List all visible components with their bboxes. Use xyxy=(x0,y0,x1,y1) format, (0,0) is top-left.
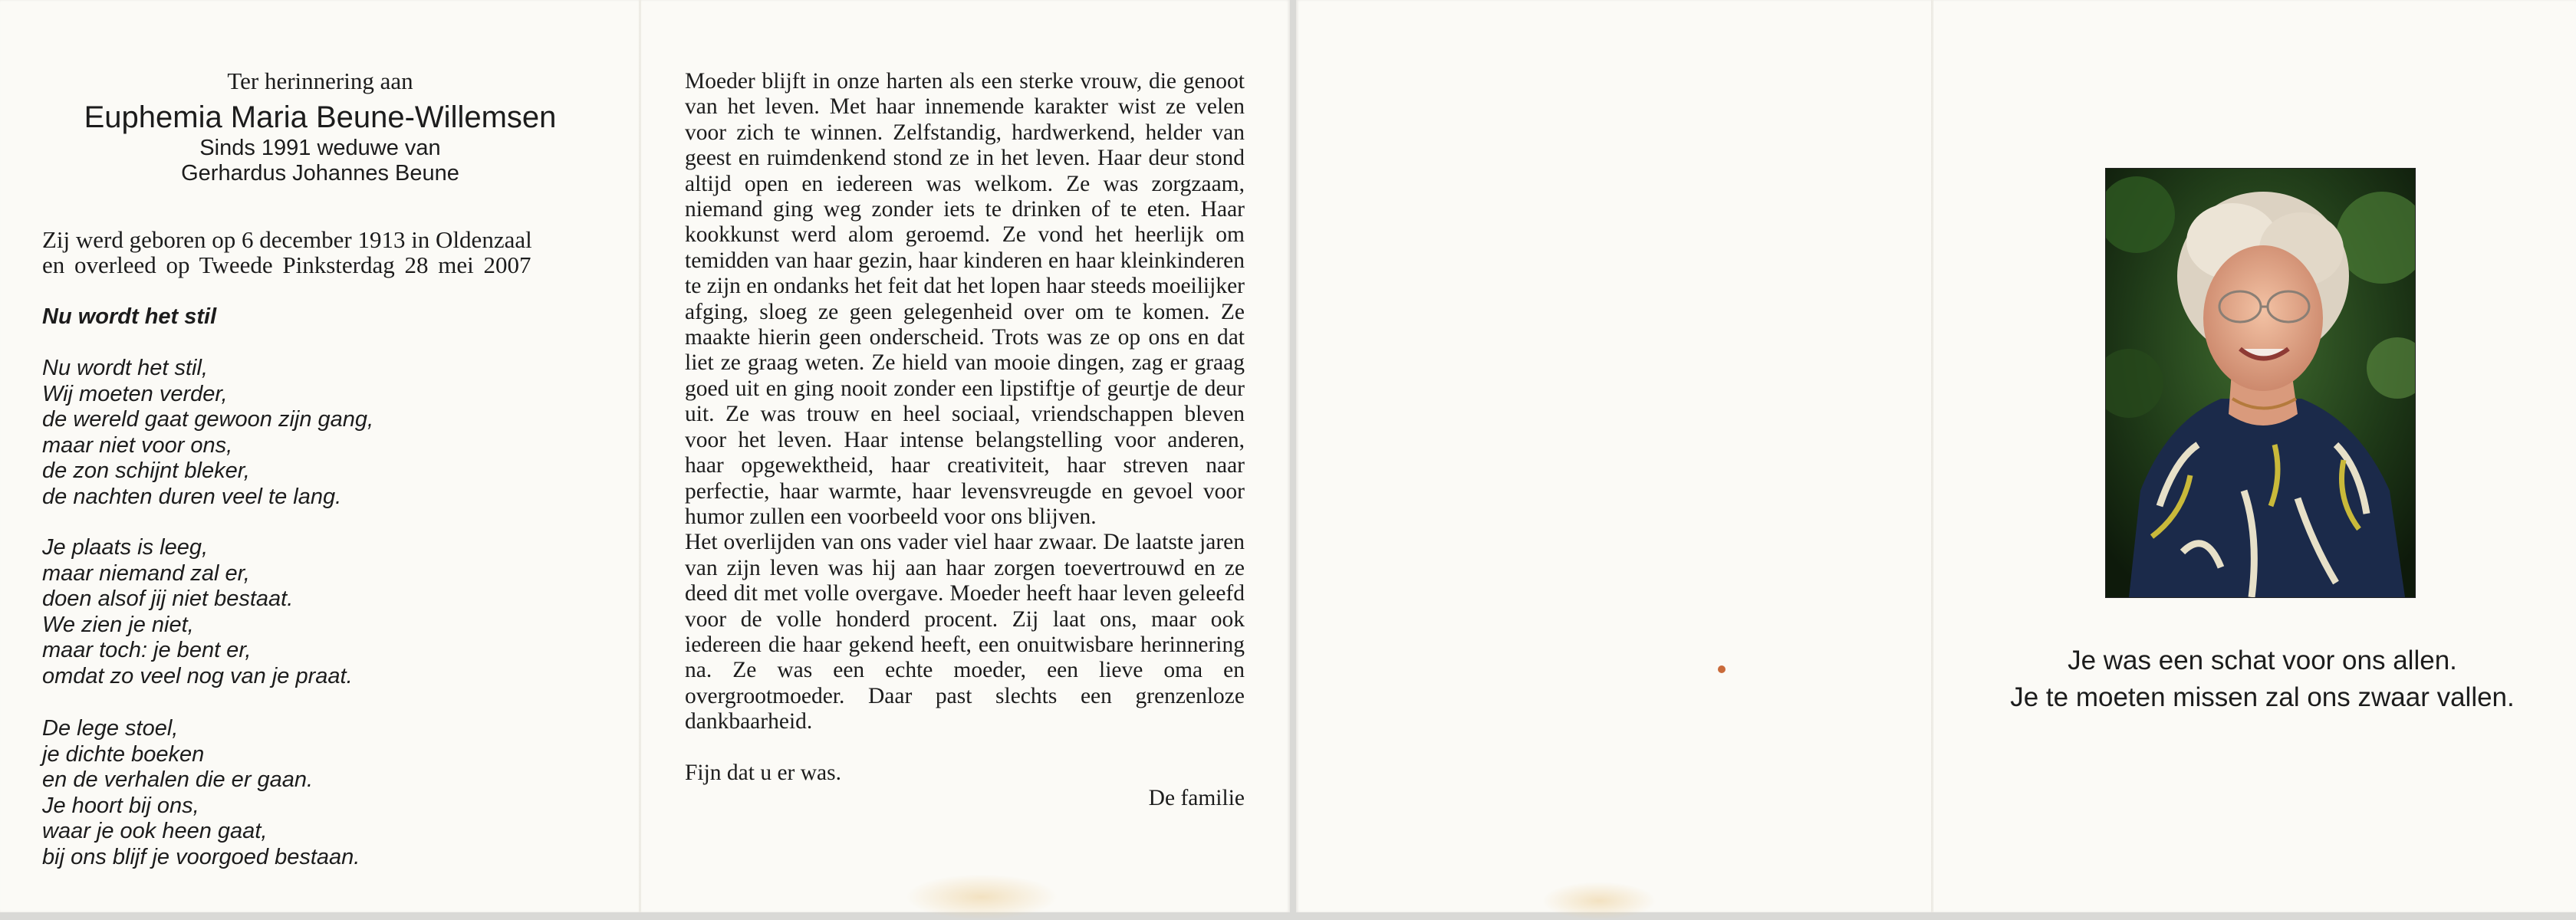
signature: De familie xyxy=(1148,785,1245,810)
poem-line: bij ons blijf je voorgoed bestaan. xyxy=(42,844,360,869)
widow-line: Sinds 1991 weduwe van xyxy=(199,136,441,160)
portrait-illustration xyxy=(2106,169,2415,597)
poem-line: doen alsof jij niet bestaat. xyxy=(42,586,294,611)
poem-line: Wij moeten verder, xyxy=(42,381,228,406)
life-dates xyxy=(42,227,602,278)
poem-stanza-2 xyxy=(42,535,353,689)
portrait-photo xyxy=(2105,168,2416,598)
paper-stain xyxy=(905,874,1058,920)
poem-line: de nachten duren veel te lang. xyxy=(42,484,342,509)
card-fold-left xyxy=(639,0,641,912)
paper-stain xyxy=(1541,882,1656,920)
biography-text xyxy=(685,69,1245,811)
poem-line: en de verhalen die er gaan. xyxy=(42,767,314,792)
biography-paragraph-2: Het overlijden van ons vader viel haar zwaar. De laatste jaren van zijn leven was hij aan haar zorgen toevertrouwd en ze deed dit met volle overgave. Moeder heeft haar leven geleefd voor de volle honderd procent. Zij laat ons, maar ook iedereen die haar gekend heeft, een onuitwisbare herinnering na. Ze was een echte moeder, een lieve oma en overgrootmoeder. Daar past slechts een grenzenloze dankbaarheid. xyxy=(685,530,1245,734)
closing-line-2: Je te moeten missen zal ons zwaar vallen. xyxy=(2010,682,2515,712)
poem-line: de wereld gaat gewoon zijn gang, xyxy=(42,407,374,432)
thanks-line: Fijn dat u er was. xyxy=(685,760,842,785)
poem-stanza-3 xyxy=(42,716,360,870)
poem-line: maar niemand zal er, xyxy=(42,560,250,586)
deceased-name: Euphemia Maria Beune-Willemsen xyxy=(84,100,557,134)
dedication-header xyxy=(42,66,598,186)
poem-line: We zien je niet, xyxy=(42,612,194,637)
spouse-name: Gerhardus Johannes Beune xyxy=(181,161,459,186)
poem-line: omdat zo veel nog van je praat. xyxy=(42,663,353,688)
poem-line: maar niet voor ons, xyxy=(42,432,233,458)
poem-line: De lege stoel, xyxy=(42,716,179,741)
closing-message xyxy=(1963,642,2561,716)
closing-line-1: Je was een schat voor ons allen. xyxy=(2068,646,2457,675)
biography-paragraph-1: Moeder blijft in onze harten als een sterke vrouw, die genoot van het leven. Met haar innemende karakter wist ze velen voor zich te winnen. Zelfstandig, hardwerkend, helder van geest en ruimdenkend stond ze in het leven. Haar deur stond altijd open en iedereen was welkom. Ze was zorgzaam, niemand ging weg zonder iets te drinken of te eten. Haar kookkunst werd alom geroemd. Ze vond het heerlijk om temidden van haar gezin, haar kinderen en haar kleinkinderen te zijn en ondanks het feit dat het lopen haar steeds moeilijker afging, sloeg ze geen gelegenheid over om te komen. Ze maakte hierin geen onderscheid. Trots was ze op ons en dat liet ze graag weten. Ze hield van mooie dingen, zag er graag goed uit en ging nooit zonder een lipstiftje of geurtje de deur uit. Ze was trouw en heel sociaal, vriendschappen bleven voor het leven. Haar intense belangstelling voor anderen, haar opgewektheid, haar creativiteit, haar streven naar perfectie, haar warmte, haar levensvreugde en gevoel voor humor zullen een voorbeeld voor ons blijven. xyxy=(685,69,1245,529)
poem-line: de zon schijnt bleker, xyxy=(42,458,250,483)
poem-line: maar toch: je bent er, xyxy=(42,638,252,662)
intro-text: Ter herinnering aan xyxy=(227,67,413,94)
poem-line: je dichte boeken xyxy=(42,741,205,767)
poem-title: Nu wordt het stil xyxy=(42,304,217,329)
poem-line: Nu wordt het stil, xyxy=(42,356,208,380)
birth-line: Zij werd geboren op 6 december 1913 in Oldenzaal xyxy=(42,226,532,253)
poem-stanza-1 xyxy=(42,356,373,510)
poem-line: Je plaats is leeg, xyxy=(42,535,209,560)
card-fold-right xyxy=(1931,0,1933,912)
paper-speck xyxy=(1718,665,1726,673)
poem-line: Je hoort bij ons, xyxy=(42,793,199,818)
death-line: en overleed op Tweede Pinksterdag 28 mei 2007 xyxy=(42,251,531,278)
poem-line: waar je ook heen gaat, xyxy=(42,819,268,843)
